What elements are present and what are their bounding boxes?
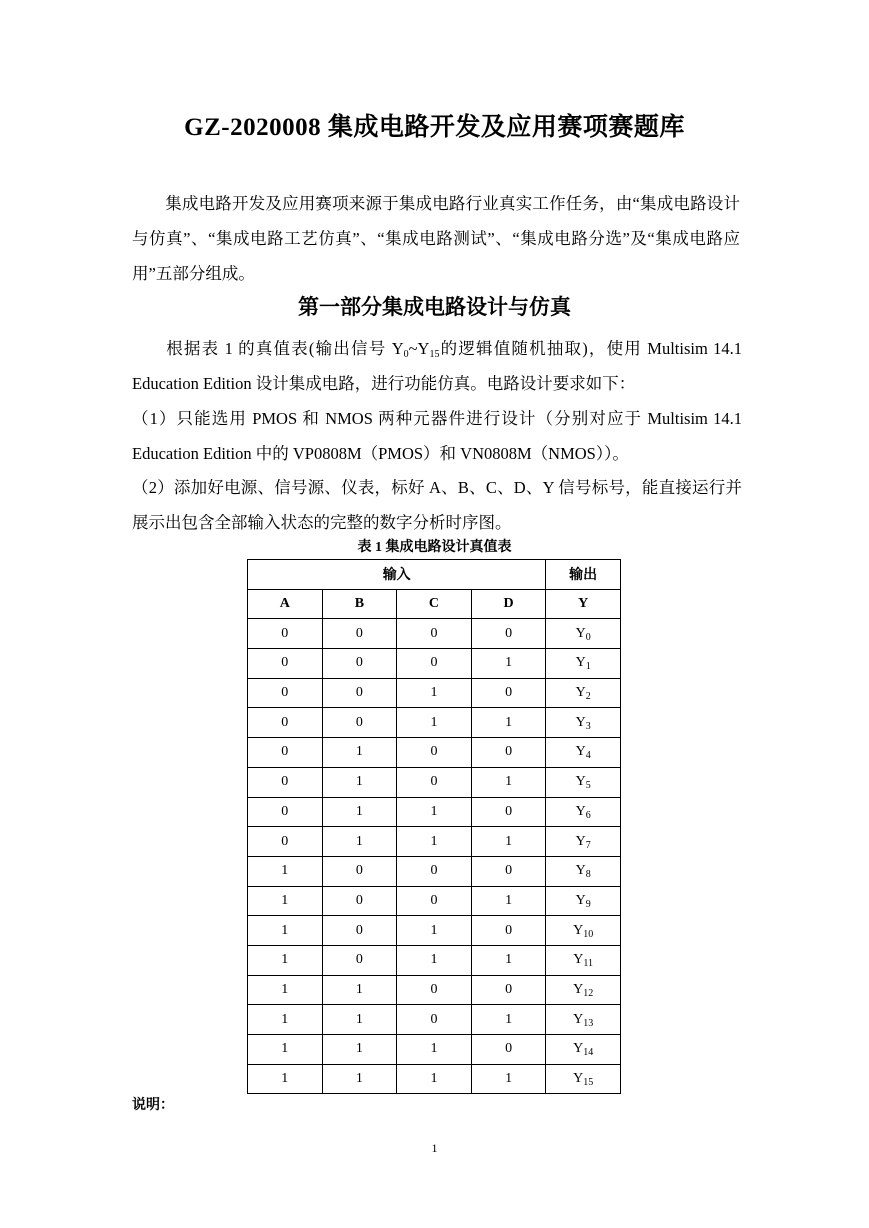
table-cell: 0 — [471, 1035, 546, 1065]
output-cell — [546, 678, 621, 708]
output-symbol: Y — [575, 625, 586, 641]
table-cell: 0 — [471, 678, 546, 708]
output-symbol: Y — [575, 714, 586, 730]
table-cell: 0 — [322, 886, 397, 916]
output-symbol: Y — [575, 774, 586, 790]
output-cell — [546, 738, 621, 768]
output-subscript: 8 — [585, 869, 591, 881]
table-cell: 1 — [397, 797, 472, 827]
output-subscript: 10 — [583, 928, 594, 940]
output-symbol: Y — [575, 803, 586, 819]
table-cell: 1 — [471, 708, 546, 738]
column-header-y: Y — [546, 589, 621, 619]
output-symbol: Y — [573, 922, 584, 938]
output-subscript: 15 — [583, 1077, 594, 1089]
table-cell: 1 — [397, 916, 472, 946]
table-cell: 0 — [322, 708, 397, 738]
table-row — [248, 619, 621, 649]
table-cell: 1 — [322, 797, 397, 827]
table-row — [248, 1005, 621, 1035]
table-row — [248, 649, 621, 679]
table-cell: 0 — [471, 797, 546, 827]
output-symbol: Y — [575, 655, 586, 671]
table-cell: 0 — [248, 797, 323, 827]
note-label: 说明： — [132, 1098, 174, 1113]
output-symbol: Y — [575, 863, 586, 879]
table-row — [248, 827, 621, 857]
output-symbol: Y — [575, 833, 586, 849]
para1-sub-b: 15 — [429, 349, 440, 360]
table-cell: 1 — [397, 678, 472, 708]
output-cell — [546, 767, 621, 797]
output-subscript: 0 — [585, 631, 591, 643]
input-group-header: 输入 — [248, 560, 546, 590]
intro-text: 集成电路开发及应用赛项来源于集成电路行业真实工作任务，由“集成电路设计与仿真”、“集成电路工艺仿真”、“集成电路测试”、“集成电路分选”及“集成电路应用”五部分组成。 — [132, 194, 740, 283]
output-symbol: Y — [573, 981, 584, 997]
output-subscript: 14 — [583, 1047, 594, 1059]
output-cell — [546, 649, 621, 679]
intro-paragraph — [132, 186, 740, 291]
table-row — [248, 1035, 621, 1065]
table-cell: 1 — [248, 975, 323, 1005]
table-cell: 1 — [322, 767, 397, 797]
output-cell — [546, 975, 621, 1005]
table-cell: 1 — [248, 945, 323, 975]
column-header-c: C — [397, 589, 472, 619]
table-row — [248, 975, 621, 1005]
table-row — [248, 945, 621, 975]
output-cell — [546, 1064, 621, 1094]
output-cell — [546, 945, 621, 975]
output-symbol: Y — [573, 1011, 584, 1027]
table-cell: 0 — [322, 619, 397, 649]
output-subscript: 7 — [585, 839, 591, 851]
table-cell: 0 — [248, 827, 323, 857]
table-cell: 1 — [248, 856, 323, 886]
table-row — [248, 738, 621, 768]
table-cell: 1 — [248, 1064, 323, 1094]
para1-sub-a: 0 — [403, 349, 409, 360]
table-cell: 0 — [397, 738, 472, 768]
table-cell: 0 — [397, 619, 472, 649]
output-symbol: Y — [575, 892, 586, 908]
table-cell: 1 — [471, 827, 546, 857]
table-row — [248, 1064, 621, 1094]
table-cell: 0 — [248, 619, 323, 649]
table-cell: 0 — [397, 1005, 472, 1035]
table-row — [248, 678, 621, 708]
table-row — [248, 886, 621, 916]
table-cell: 1 — [397, 1064, 472, 1094]
table-cell: 1 — [248, 916, 323, 946]
table-group-header-row — [248, 560, 621, 590]
table-cell: 0 — [322, 856, 397, 886]
table-cell: 1 — [322, 1035, 397, 1065]
output-subscript: 11 — [583, 958, 594, 970]
table-cell: 1 — [248, 1005, 323, 1035]
table-cell: 0 — [397, 767, 472, 797]
output-symbol: Y — [575, 744, 586, 760]
table-cell: 0 — [397, 649, 472, 679]
table-row — [248, 708, 621, 738]
output-cell — [546, 827, 621, 857]
table-cell: 0 — [471, 975, 546, 1005]
table-cell: 0 — [471, 916, 546, 946]
table-cell: 1 — [471, 649, 546, 679]
table-cell: 1 — [248, 886, 323, 916]
table-cell: 0 — [322, 649, 397, 679]
paragraph-requirements — [132, 331, 742, 401]
table-cell: 1 — [322, 738, 397, 768]
output-cell — [546, 1035, 621, 1065]
output-subscript: 13 — [583, 1017, 594, 1029]
table-cell: 1 — [471, 1005, 546, 1035]
table-caption: 表 1 集成电路设计真值表 — [357, 540, 512, 555]
paragraph-rule-2: （2）添加好电源、信号源、仪表，标好 A、B、C、D、Y 信号标号，能直接运行并展示出包含全部输入状态的完整的数字分析时序图。 — [132, 478, 742, 532]
output-cell — [546, 797, 621, 827]
output-cell — [546, 619, 621, 649]
table-cell: 0 — [322, 678, 397, 708]
truth-table-body — [248, 619, 621, 1094]
table-cell: 1 — [322, 827, 397, 857]
para1-suffix: 的逻辑值随机抽取)，使用 Multisim 14.1 Education Edition 设计集成电路，进行功能仿真。电路设计要求如下： — [132, 339, 742, 393]
table-cell: 0 — [397, 856, 472, 886]
table-column-header-row — [248, 589, 621, 619]
output-cell — [546, 1005, 621, 1035]
output-subscript: 5 — [585, 780, 591, 792]
column-header-b: B — [322, 589, 397, 619]
output-cell — [546, 886, 621, 916]
table-cell: 1 — [397, 827, 472, 857]
table-cell: 1 — [322, 1064, 397, 1094]
output-subscript: 6 — [585, 809, 591, 821]
output-symbol: Y — [573, 1071, 584, 1087]
output-subscript: 9 — [585, 898, 591, 910]
table-cell: 1 — [322, 1005, 397, 1035]
output-subscript: 1 — [585, 661, 591, 673]
table-cell: 0 — [471, 856, 546, 886]
table-cell: 0 — [248, 738, 323, 768]
table-cell: 1 — [397, 945, 472, 975]
output-group-header: 输出 — [546, 560, 621, 590]
section-title: 第一部分集成电路设计与仿真 — [298, 295, 571, 319]
table-cell: 0 — [248, 649, 323, 679]
table-cell: 0 — [248, 678, 323, 708]
table-cell: 1 — [471, 767, 546, 797]
table-cell: 0 — [397, 886, 472, 916]
output-symbol: Y — [573, 1041, 584, 1057]
output-subscript: 4 — [585, 750, 591, 762]
output-subscript: 12 — [583, 987, 594, 999]
table-cell: 0 — [471, 619, 546, 649]
table-cell: 0 — [248, 767, 323, 797]
output-subscript: 3 — [585, 720, 591, 732]
table-cell: 1 — [471, 1064, 546, 1094]
para1-prefix: 根据表 1 的真值表(输出信号 Y — [165, 339, 404, 358]
table-cell: 1 — [471, 945, 546, 975]
column-header-d: D — [471, 589, 546, 619]
table-row — [248, 767, 621, 797]
output-subscript: 2 — [585, 691, 591, 703]
output-cell — [546, 856, 621, 886]
table-cell: 1 — [397, 1035, 472, 1065]
table-cell: 0 — [322, 945, 397, 975]
table-row — [248, 916, 621, 946]
table-cell: 0 — [397, 975, 472, 1005]
table-cell: 1 — [397, 708, 472, 738]
table-cell: 0 — [248, 708, 323, 738]
paragraph-rule-1: （1）只能选用 PMOS 和 NMOS 两种元器件进行设计（分别对应于 Multisim 14.1 Education Edition 中的 VP0808M（PMOS）和 VN0808M（NMOS））。 — [132, 409, 742, 463]
output-symbol: Y — [573, 952, 584, 968]
table-cell: 0 — [471, 738, 546, 768]
document-title: GZ-2020008 集成电路开发及应用赛项赛题库 — [184, 114, 685, 141]
page-number: 1 — [431, 1141, 438, 1155]
output-cell — [546, 916, 621, 946]
table-cell: 1 — [248, 1035, 323, 1065]
output-symbol: Y — [575, 685, 586, 701]
truth-table — [247, 559, 621, 1094]
table-row — [248, 856, 621, 886]
para1-mid: ~Y — [408, 339, 430, 358]
table-row — [248, 797, 621, 827]
column-header-a: A — [248, 589, 323, 619]
output-cell — [546, 708, 621, 738]
table-cell: 1 — [471, 886, 546, 916]
table-cell: 1 — [322, 975, 397, 1005]
table-cell: 0 — [322, 916, 397, 946]
